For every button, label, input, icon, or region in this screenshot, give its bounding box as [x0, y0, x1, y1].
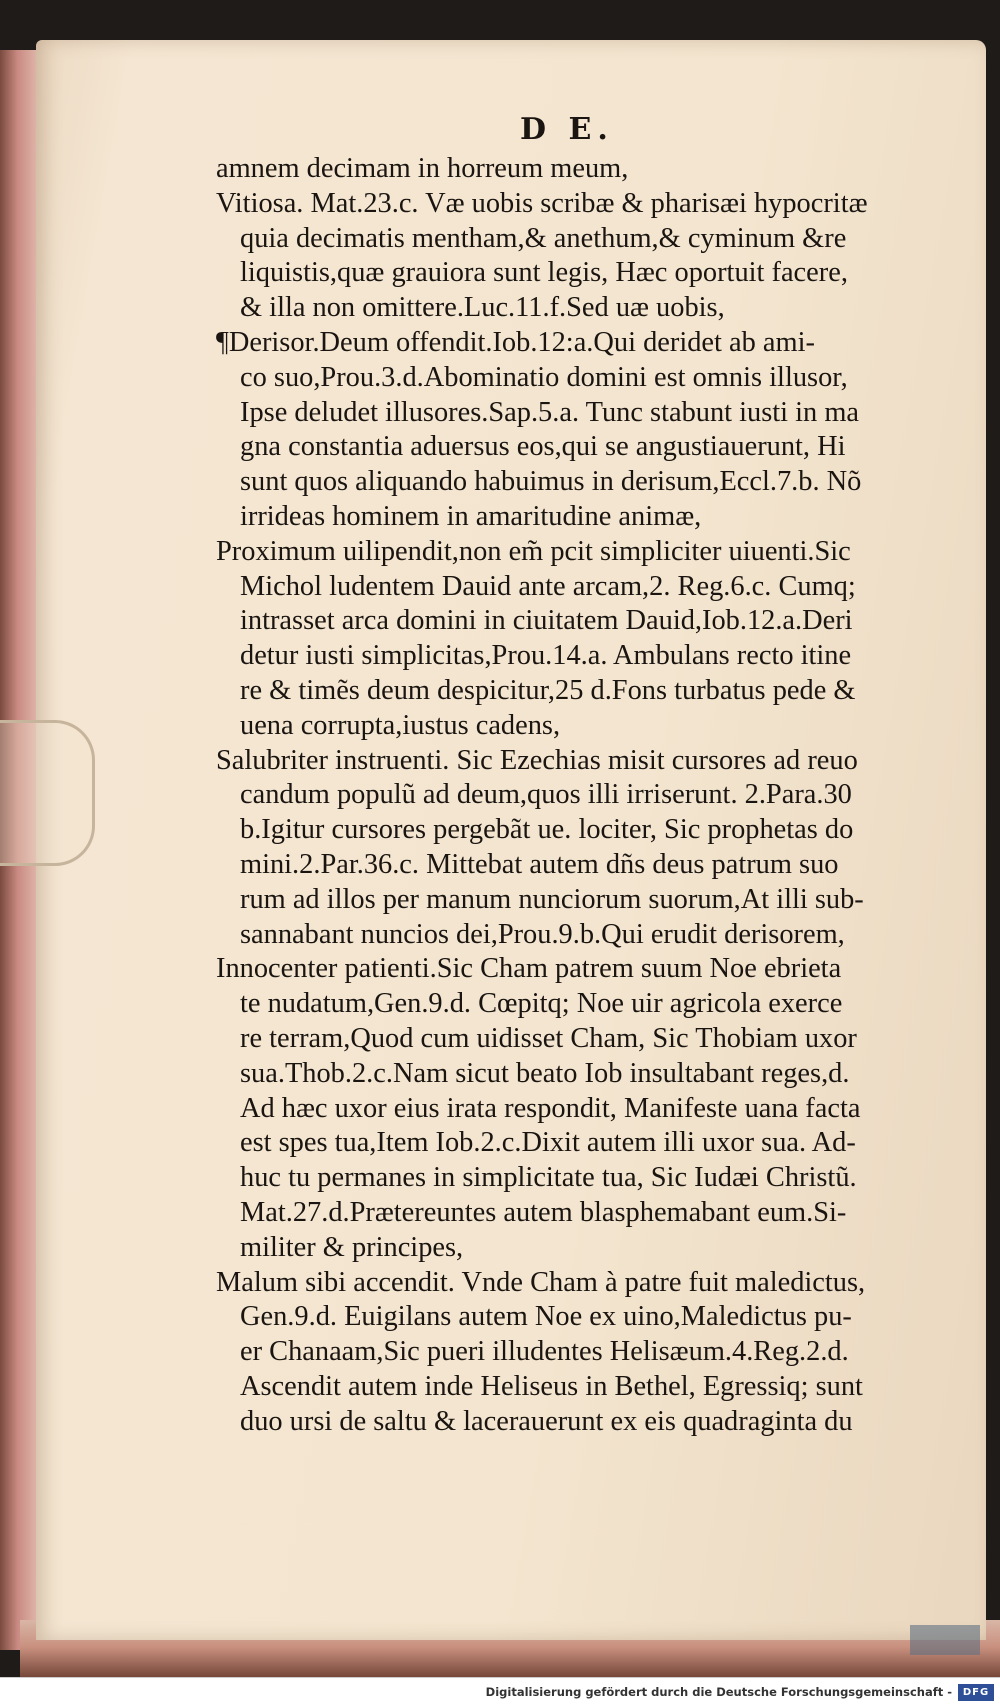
text-line: b.Igitur cursores pergebãt ue. lociter, Sic prophetas do	[240, 814, 854, 846]
text-line: sunt quos aliquando habuimus in derisum,Eccl.7.b. Nõ	[240, 466, 862, 498]
page-heading: D E.	[520, 112, 614, 147]
text-line: ¶Derisor.Deum offendit.Iob.12:a.Qui deridet ab ami-	[216, 326, 815, 358]
text-line: re & timẽs deum despicitur,25 d.Fons turbatus pede &	[240, 674, 856, 706]
text-line: est spes tua,Item Iob.2.c.Dixit autem illi uxor sua. Ad-	[240, 1127, 856, 1159]
text-line: re terram,Quod cum uidisset Cham, Sic Thobiam uxor	[240, 1022, 857, 1054]
text-line: Ascendit autem inde Heliseus in Bethel, Egressiq; sunt	[240, 1370, 863, 1402]
text-line: co suo,Prou.3.d.Abominatio domini est omnis illusor,	[240, 361, 848, 393]
text-line: uena corrupta,iustus cadens,	[240, 709, 561, 741]
text-line: detur iusti simplicitas,Prou.14.a. Ambulans recto itine	[240, 640, 852, 672]
text-line: Mat.27.d.Prætereuntes autem blasphemabant eum.Si-	[240, 1196, 847, 1228]
body-text	[216, 152, 986, 1439]
digitization-footer	[0, 1677, 1000, 1708]
text-line: liquistis,quæ grauiora sunt legis, Hæc oportuit facere,	[240, 257, 848, 289]
text-line: Ad hæc uxor eius irata respondit, Manifeste uana facta	[240, 1092, 861, 1124]
text-line: duo ursi de saltu & lacerauerunt ex eis quadraginta du	[240, 1405, 853, 1437]
text-line: militer & principes,	[240, 1231, 464, 1263]
funding-credit: Digitalisierung gefördert durch die Deutsche Forschungsgemeinschaft -	[485, 1685, 952, 1699]
text-line: Vitiosa. Mat.23.c. Væ uobis scribæ & pharisæi hypocritæ	[216, 187, 868, 219]
text-line: Innocenter patienti.Sic Cham patrem suum Noe ebrieta	[216, 953, 842, 985]
text-line: quia decimatis mentham,& anethum,& cyminum &re	[240, 222, 847, 254]
dfg-logo: DFG	[958, 1684, 994, 1701]
text-line: amnem decimam in horreum meum,	[216, 153, 629, 184]
text-line: Michol ludentem Dauid ante arcam,2. Reg.6.c. Cumq;	[240, 570, 856, 602]
text-line: Proximum uilipendit,non em̃ pcit simpliciter uiuenti.Sic	[216, 535, 851, 567]
text-line: gna constantia aduersus eos,qui se angustiauerunt, Hi	[240, 431, 846, 463]
text-line: rum ad illos per manum nunciorum suorum,At illi sub-	[240, 883, 864, 915]
text-line: er Chanaam,Sic pueri illudentes Helisæum.4.Reg.2.d.	[240, 1336, 849, 1368]
text-line: Malum sibi accendit. Vnde Cham à patre fuit maledictus,	[216, 1266, 866, 1298]
text-line: irrideas hominem in amaritudine animæ,	[240, 500, 702, 532]
text-line: te nudatum,Gen.9.d. Cœpitq; Noe uir agricola exerce	[240, 988, 843, 1020]
text-line: sua.Thob.2.c.Nam sicut beato Iob insultabant reges,d.	[240, 1057, 850, 1089]
text-line: Gen.9.d. Euigilans autem Noe ex uino,Maledictus pu-	[240, 1301, 852, 1333]
text-line: sannabant nuncios dei,Prou.9.b.Qui erudit derisorem,	[240, 918, 845, 950]
text-line: huc tu permanes in simplicitate tua, Sic Iudæi Christũ.	[240, 1162, 857, 1194]
text-line: & illa non omittere.Luc.11.f.Sed uæ uobis,	[240, 292, 725, 324]
text-line: candum populũ ad deum,quos illi irriserunt. 2.Para.30	[240, 779, 852, 811]
text-line: Ipse deludet illusores.Sap.5.a. Tunc stabunt iusti in ma	[240, 396, 860, 428]
text-line: Salubriter instruenti. Sic Ezechias misit cursores ad reuo	[216, 744, 858, 776]
color-marker	[910, 1625, 980, 1655]
text-line: mini.2.Par.36.c. Mittebat autem dñs deus patrum suo	[240, 848, 839, 880]
text-line: intrasset arca domini in ciuitatem Dauid,Iob.12.a.Deri	[240, 605, 853, 637]
book-clip	[0, 720, 95, 866]
